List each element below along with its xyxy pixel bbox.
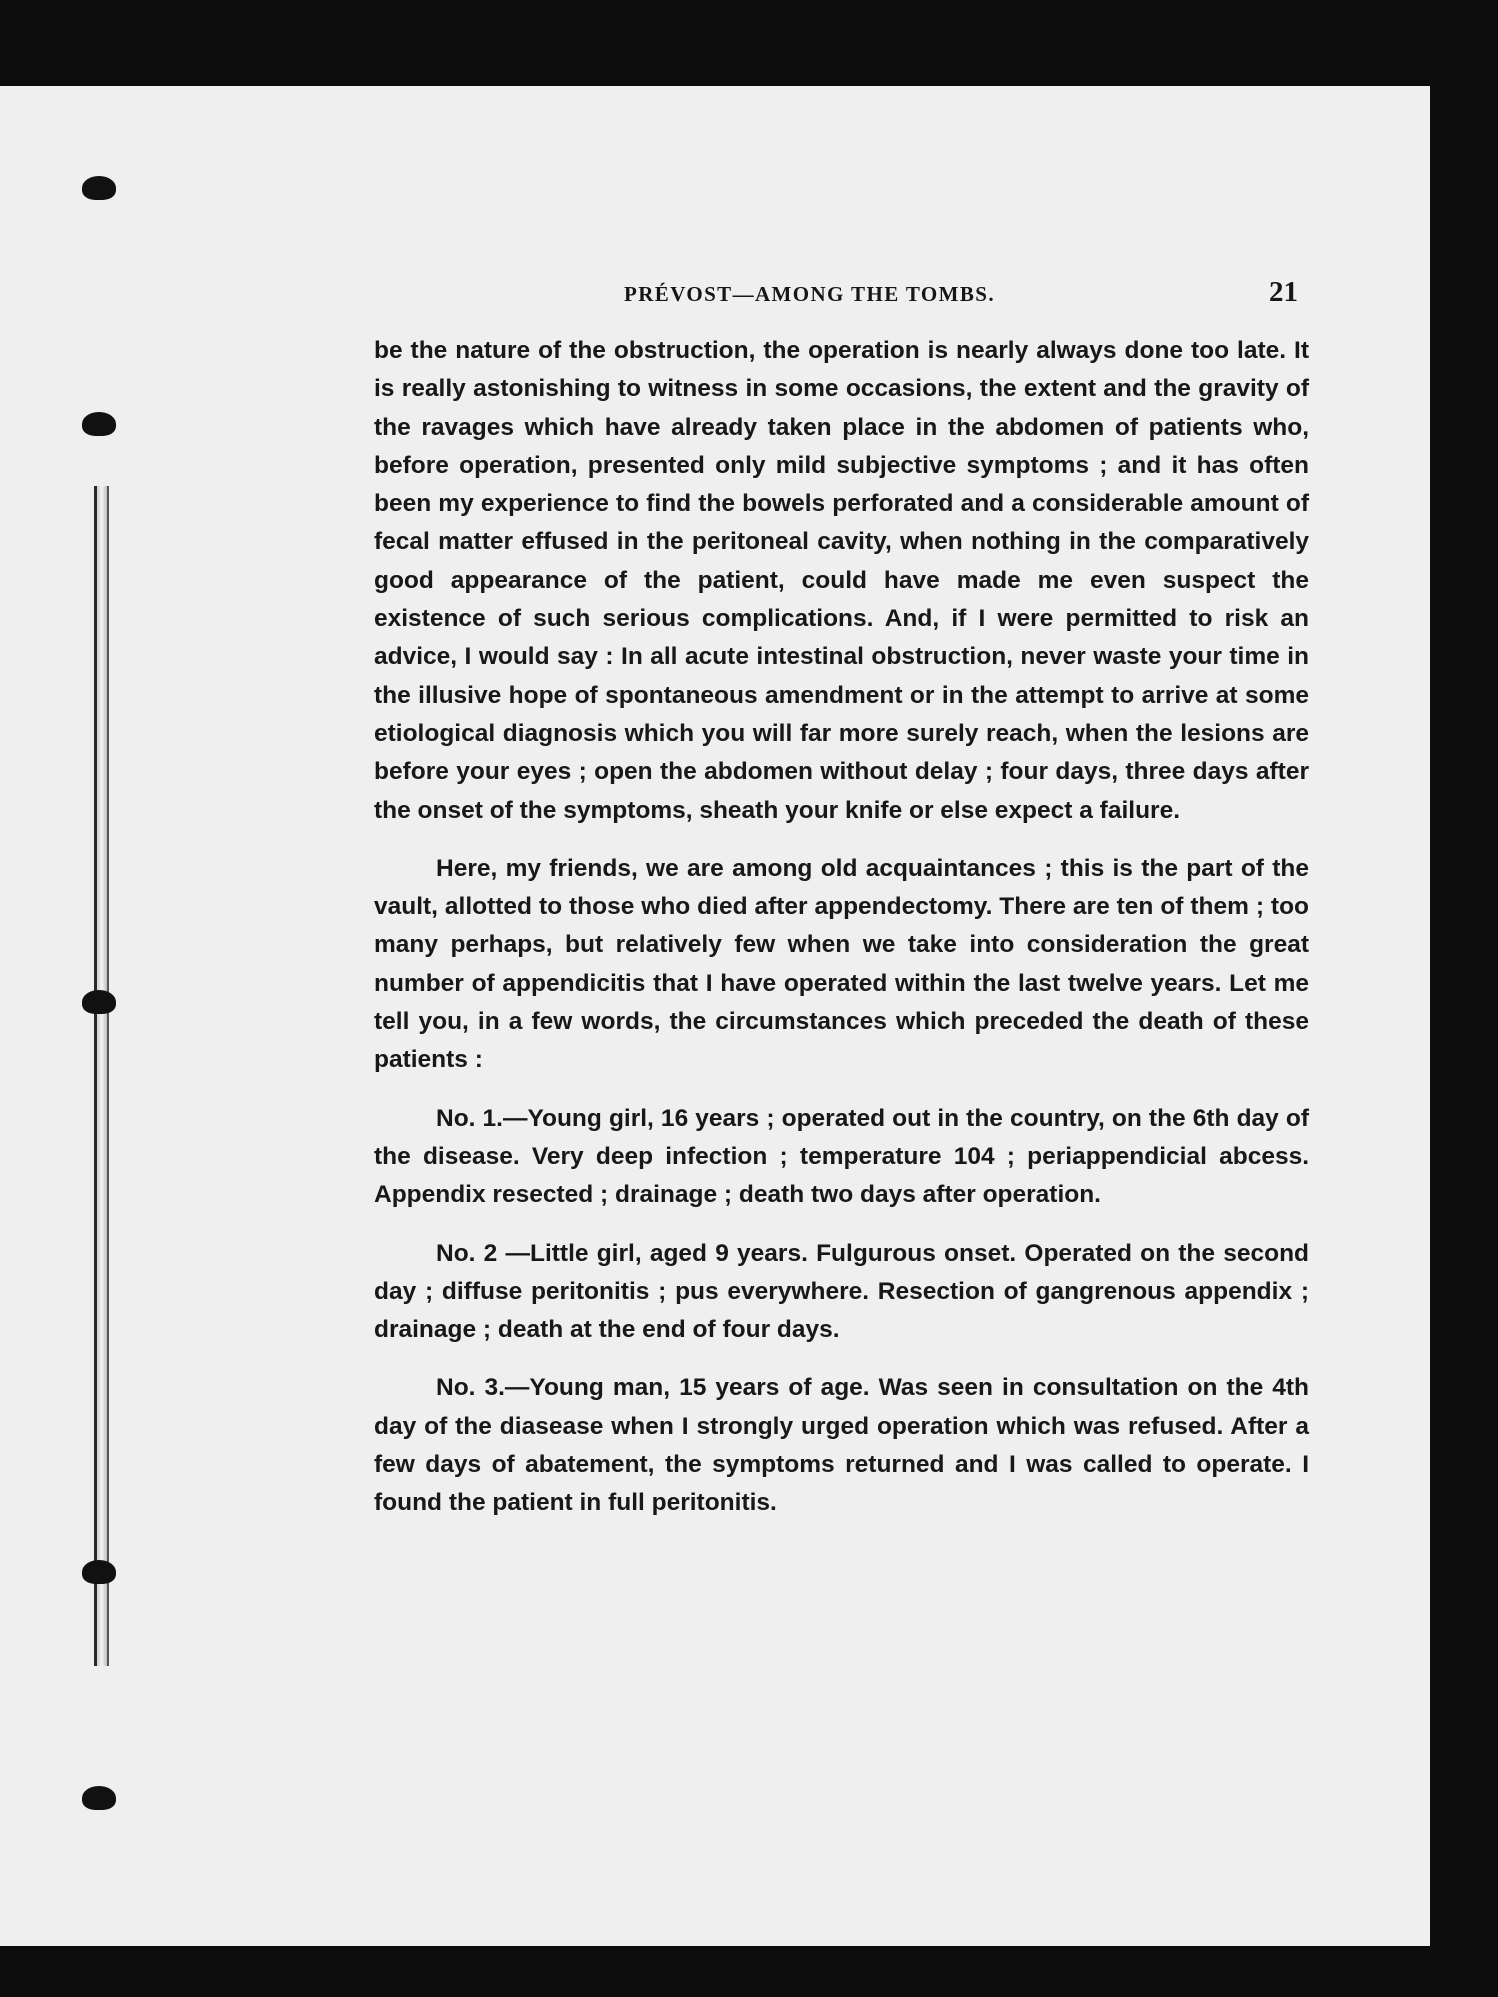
binding-clip [82,412,116,436]
page-binding [94,486,109,1666]
binding-clip [82,1786,116,1810]
running-head: PRÉVOST—AMONG THE TOMBS. [624,282,995,306]
body-text [374,332,1309,1543]
binding-clip [82,176,116,200]
binding-clip [82,990,116,1014]
paragraph: Here, my friends, we are among old acquaintances ; this is the part of the vault, allotted to those who died after appendectomy. There are ten of them ; too many perhaps, but relatively few when we take into consideration the great number of appendicitis that I have operated within the last twelve years. Let me tell you, in a few words, the circumstances which preceded the death of these patients : [374,854,1309,1074]
paragraph: be the nature of the obstruction, the operation is nearly always done too late. It is really astonishing to witness in some occasions, the extent and the gravity of the ravages which have already taken place in the abdomen of patients who, before operation, presented only mild subjective symptoms ; and it has often been my experience to find the bowels perforated and a considerable amount of fecal matter effused in the peritoneal cavity, when nothing in the comparatively good appearance of the patient, could have made me even suspect the existence of such serious complications. And, if I were permitted to risk an advice, I would say : In all acute intestinal obstruction, never waste your time in the illusive hope of spontaneous amendment or in the attempt to arrive at some etiological diagnosis which you will far more surely reach, when the lesions are before your eyes ; open the abdomen without delay ; four days, three days after the onset of the symptoms, sheath your knife or else expect a failure. [374,337,1309,824]
page-header [378,192,1298,308]
paragraph: No. 3.—Young man, 15 years of age. Was seen in consultation on the 4th day of the diasease when I strongly urged operation which was refused. After a few days of abatement, the symptoms returned and I was called to operate. I found the patient in full peritonitis. [374,1374,1309,1517]
paragraph: No. 2 —Little girl, aged 9 years. Fulgurous onset. Operated on the second day ; diffuse peritonitis ; pus everywhere. Resection of gangrenous appendix ; drainage ; death at the end of four days. [374,1239,1309,1344]
binding-clip [82,1560,116,1584]
paragraph: No. 1.—Young girl, 16 years ; operated out in the country, on the 6th day of the disease. Very deep infection ; temperature 104 ; periappendicial abcess. Appendix resected ; drainage ; death two days after operation. [374,1104,1309,1209]
page-number: 21 [1269,276,1298,308]
